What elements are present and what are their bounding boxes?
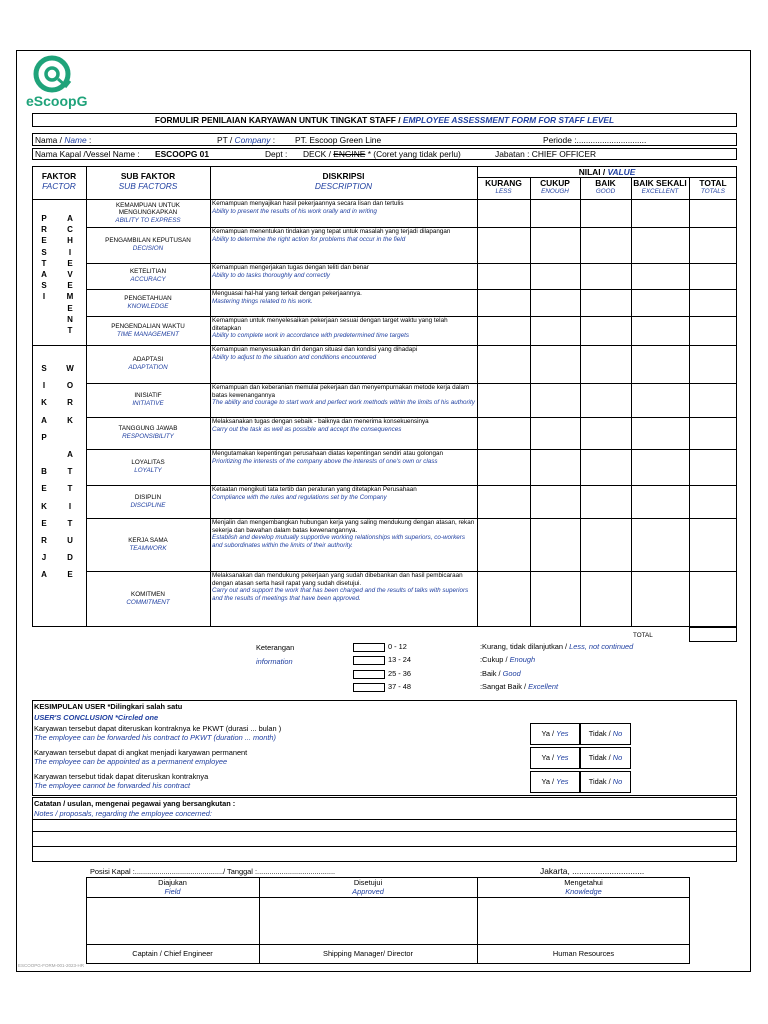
no-option[interactable]: Tidak / No xyxy=(580,747,631,769)
factor-sikap-bekerja: S I K A P B E K E R J A xyxy=(41,364,47,580)
conclusion-title-en: USER'S CONCLUSION *Circled one xyxy=(34,713,159,722)
grand-total-box xyxy=(689,627,737,642)
subfactor-label-en: TEAMWORK xyxy=(129,544,167,552)
score-cell[interactable] xyxy=(478,228,529,262)
subfactor-cell xyxy=(86,485,210,518)
subfactor-label-en: RESPONSIBILITY xyxy=(122,433,174,440)
period-field: Periode :.............................. xyxy=(543,135,647,145)
subfactor-label: PENGETAHUAN xyxy=(124,294,172,302)
yes-option[interactable]: Ya / Yes xyxy=(530,723,580,745)
description-cell xyxy=(212,228,475,243)
score-column-header: KURANG LESS xyxy=(485,178,522,195)
subfactor-label: DISIPLIN xyxy=(134,493,162,501)
score-column-header: BAIK GOOD xyxy=(595,178,616,195)
legend-range: 13 - 24 xyxy=(388,655,412,664)
subfactor-label-en: KNOWLEDGE xyxy=(127,302,169,310)
conclusion-option: Karyawan tersebut dapat diteruskan kontraknya ke PKWT (durasi ... bulan ) The employee can be forwarded his contract to PKWT (duration ... month) xyxy=(34,724,282,742)
conclusion-option: Karyawan tersebut tidak dapat diteruskan kontraknya The employee cannot be forwarded his contract xyxy=(34,772,209,790)
score-cell[interactable] xyxy=(690,200,736,226)
score-column-header: BAIK SEKALI EXCELLENT xyxy=(633,178,687,195)
score-cell[interactable] xyxy=(690,519,736,570)
subfactor-label-en: ACCURACY xyxy=(130,276,166,283)
legend-box xyxy=(353,683,385,692)
legend-box xyxy=(353,643,385,652)
score-cell[interactable] xyxy=(632,572,688,626)
subfactor-label: ADAPTASI xyxy=(132,356,164,364)
vessel-value: ESCOOPG 01 xyxy=(155,149,209,159)
score-cell[interactable] xyxy=(581,384,630,416)
score-cell[interactable] xyxy=(531,290,579,315)
subfactor-label-en: TIME MANAGEMENT xyxy=(117,330,179,338)
score-cell[interactable] xyxy=(632,264,688,288)
description-text-en: Ability to adjust to the situation and conditions encountered xyxy=(212,353,377,361)
description-cell xyxy=(212,450,475,465)
description-cell xyxy=(212,486,475,501)
factor-prestasi: P R E S T A S I xyxy=(41,214,47,302)
dept-value: DECK / ENGINE * (Coret yang tidak perlu) xyxy=(303,149,461,159)
score-cell[interactable] xyxy=(632,486,688,517)
description-cell xyxy=(212,264,475,279)
description-text-en: The ability and courage to start work and perfect work methods within the limits of his authority xyxy=(212,399,475,407)
score-cell[interactable] xyxy=(581,418,630,448)
score-cell[interactable] xyxy=(690,572,736,626)
description-text: Melaksanakan tugas dengan sebaik - baiknya dan menerima konsekuensinya xyxy=(212,418,429,425)
description-text-en: Ability to complete work in accordance with predetermined time targets xyxy=(212,332,410,340)
score-cell[interactable] xyxy=(690,317,736,344)
description-text-en: Carry out the task as well as possible and accept the consequences xyxy=(212,425,402,433)
score-cell[interactable] xyxy=(632,384,688,416)
description-text: Melaksanakan dan mendukung pekerjaan yang sudah dibebankan dan hasil pembicaraan dengan atasan serta hasil rapat yang sudah disetujui. xyxy=(212,572,463,587)
subfactor-label-en: INITIATIVE xyxy=(132,400,164,407)
dept-label: Dept : xyxy=(265,149,288,159)
description-text: Menjalin dan mengembangkan hubungan kerja yang saling mendukung dengan atasan, rekan sekerja dan bawahan dalam batas kewenangannya. xyxy=(212,519,475,534)
score-cell[interactable] xyxy=(632,200,688,226)
legend-range: 25 - 36 xyxy=(388,669,412,678)
subfactor-label: TANGGUNG JAWAB xyxy=(118,425,178,433)
score-cell[interactable] xyxy=(632,290,688,315)
signature-role: Captain / Chief Engineer xyxy=(132,949,213,958)
description-text: Mengutamakan kepentingan perusahaan diatas kepentingan sendiri atau golongan xyxy=(212,450,444,457)
description-text: Ketaatan mengikuti tata tertib dan peraturan yang ditetapkan Perusahaan xyxy=(212,486,417,493)
ship-position-date: Posisi Kapal :.........................................../ Tanggal :...................................... xyxy=(90,867,336,876)
subfactor-cell xyxy=(86,227,210,263)
yes-option[interactable]: Ya / Yes xyxy=(530,747,580,769)
description-text-en: Carry out and support the work that has been charged and the results of talks with superiors and the results of meetings that have been approved. xyxy=(212,587,469,602)
subfactor-label-en: COMMITMENT xyxy=(126,599,170,606)
score-cell[interactable] xyxy=(690,486,736,517)
signature-role: Shipping Manager/ Director xyxy=(323,949,413,958)
score-cell[interactable] xyxy=(531,317,579,344)
score-cell[interactable] xyxy=(581,290,630,315)
score-cell[interactable] xyxy=(690,418,736,448)
score-cell[interactable] xyxy=(531,228,579,262)
header-value: NILAI / VALUE xyxy=(578,167,636,177)
description-text: Kemampuan untuk menyelesaikan pekerjaan sesuai dengan target waktu yang telah ditetapkan xyxy=(212,317,448,332)
score-cell[interactable] xyxy=(478,418,529,448)
score-cell[interactable] xyxy=(690,264,736,288)
signature-area[interactable] xyxy=(478,898,689,943)
description-text: Menguasai hal-hal yang terkait dengan pekerjaannya. xyxy=(212,290,362,297)
score-cell[interactable] xyxy=(478,200,529,226)
description-cell xyxy=(212,418,475,433)
score-cell[interactable] xyxy=(478,486,529,517)
score-cell[interactable] xyxy=(478,290,529,315)
score-cell[interactable] xyxy=(478,572,529,626)
score-cell[interactable] xyxy=(690,450,736,484)
subfactor-label-en: ABILITY TO EXPRESS xyxy=(115,216,181,224)
score-cell[interactable] xyxy=(478,450,529,484)
subfactor-label-en: DECISION xyxy=(132,245,164,252)
description-cell xyxy=(212,572,475,602)
legend-label: Keterangan xyxy=(256,643,295,652)
signature-column-header: Disetujui Approved xyxy=(352,878,384,896)
legend-box xyxy=(353,656,385,665)
description-cell xyxy=(212,200,475,215)
score-cell[interactable] xyxy=(581,264,630,288)
score-cell[interactable] xyxy=(581,486,630,517)
name-label: Nama / Name : xyxy=(35,135,92,145)
score-cell[interactable] xyxy=(632,346,688,382)
logo-text: eScoopG xyxy=(26,93,88,109)
subfactor-label: LOYALITAS xyxy=(131,459,165,467)
legend-meaning: :Sangat Baik / Excellent xyxy=(480,682,559,691)
signature-column-header: Diajukan Field xyxy=(158,878,187,896)
position-field: Jabatan : CHIEF OFFICER xyxy=(495,149,596,159)
score-cell[interactable] xyxy=(478,346,529,382)
score-cell[interactable] xyxy=(531,572,579,626)
footer-code: ESCOOPG-FORM-001-2023-HR xyxy=(18,963,85,968)
factor-achievement: A C H I E V E M E N T xyxy=(66,214,74,335)
subfactor-label-en: LOYALTY xyxy=(134,467,162,474)
description-text-en: Mastering things related to his work. xyxy=(212,297,313,305)
score-cell[interactable] xyxy=(690,346,736,382)
form-title: FORMULIR PENILAIAN KARYAWAN UNTUK TINGKAT STAFF / EMPLOYEE ASSESSMENT FORM FOR STAFF LEVEL xyxy=(32,113,737,127)
subfactor-cell xyxy=(86,518,210,571)
subfactor-label: PENGENDALIAN WAKTU xyxy=(111,322,185,330)
signature-column-header: Mengetahui Knowledge xyxy=(564,878,603,896)
subfactor-cell xyxy=(86,345,210,383)
subfactor-label: PENGAMBILAN KEPUTUSAN xyxy=(105,237,191,245)
subfactor-cell xyxy=(86,289,210,316)
score-cell[interactable] xyxy=(690,290,736,315)
conclusion-title: KESIMPULAN USER *Dilingkari salah satu xyxy=(34,702,183,711)
no-option[interactable]: Tidak / No xyxy=(580,723,631,745)
subfactor-cell xyxy=(86,571,210,627)
legend-range: 0 - 12 xyxy=(388,642,407,651)
subfactor-cell xyxy=(86,316,210,345)
subfactor-label: KERJA SAMA xyxy=(128,536,168,544)
signature-area[interactable] xyxy=(87,898,258,943)
description-cell xyxy=(212,290,475,305)
subfactor-label: KETELITIAN xyxy=(129,268,167,276)
score-column-header: TOTAL TOTALS xyxy=(699,178,727,195)
score-cell[interactable] xyxy=(478,264,529,288)
description-text-en: Ability to present the results of his work orally and in writing xyxy=(212,207,377,215)
score-cell[interactable] xyxy=(531,384,579,416)
escoopg-logo-icon xyxy=(28,55,98,95)
subfactor-cell xyxy=(86,417,210,449)
header-subfactor: SUB FAKTOR SUB FACTORS xyxy=(118,171,178,191)
description-cell xyxy=(212,384,475,407)
yes-option[interactable]: Ya / Yes xyxy=(530,771,580,793)
score-cell[interactable] xyxy=(531,450,579,484)
legend-meaning: :Baik / Good xyxy=(480,669,521,678)
score-cell[interactable] xyxy=(632,228,688,262)
score-cell[interactable] xyxy=(690,228,736,262)
score-cell[interactable] xyxy=(581,317,630,344)
legend-meaning: :Cukup / Enough xyxy=(480,655,536,664)
description-text-en: Establish and develop mutually supportive working relationships with superiors, co-workers and subordinates within the limits of their authority. xyxy=(212,534,466,549)
score-column-header: CUKUP ENOUGH xyxy=(540,178,570,195)
score-cell[interactable] xyxy=(632,519,688,570)
score-cell[interactable] xyxy=(632,450,688,484)
legend-box xyxy=(353,670,385,679)
jakarta-date: Jakarta, ............................... xyxy=(540,866,645,876)
subfactor-label: INISIATIF xyxy=(134,392,162,400)
score-cell[interactable] xyxy=(531,486,579,517)
score-cell[interactable] xyxy=(690,384,736,416)
score-cell[interactable] xyxy=(581,572,630,626)
description-text-en: Ability to do tasks thoroughly and correctly xyxy=(212,271,330,279)
legend-label-en: information xyxy=(256,657,293,666)
subfactor-cell xyxy=(86,383,210,417)
signature-area[interactable] xyxy=(260,898,476,943)
score-cell[interactable] xyxy=(531,346,579,382)
subfactor-label-en: ADAPTATION xyxy=(128,364,168,371)
description-text-en: Ability to determine the right action for problems that occur in the field xyxy=(212,235,406,243)
score-cell[interactable] xyxy=(531,200,579,226)
legend-range: 37 - 48 xyxy=(388,682,412,691)
score-cell[interactable] xyxy=(531,519,579,570)
company-value: PT. Escoop Green Line xyxy=(295,135,382,145)
header-factor: FAKTOR FACTOR xyxy=(41,171,77,191)
description-text: Kemampuan menyajikan hasil pekerjaannya secara lisan dan tertulis xyxy=(212,200,404,207)
subfactor-cell xyxy=(86,263,210,289)
description-text: Kemampuan menentukan tindakan yang tepat untuk masalah yang terjadi dilapangan xyxy=(212,228,451,235)
signature-role: Human Resources xyxy=(552,949,615,958)
score-cell[interactable] xyxy=(581,200,630,226)
score-cell[interactable] xyxy=(478,519,529,570)
score-cell[interactable] xyxy=(478,317,529,344)
description-text: Kemampuan menyesuaikan diri dengan situasi dan kondisi yang dihadapi xyxy=(212,346,418,353)
score-cell[interactable] xyxy=(581,346,630,382)
description-cell xyxy=(212,519,475,549)
description-cell xyxy=(212,346,475,361)
no-option[interactable]: Tidak / No xyxy=(580,771,631,793)
description-text-en: Prioritizing the interests of the company above the interests of one's own or class xyxy=(212,457,438,465)
score-cell[interactable] xyxy=(581,450,630,484)
factor-work-attitude: W O R K A T T I T U D E xyxy=(66,364,74,580)
score-cell[interactable] xyxy=(632,317,688,344)
company-label: PT / Company : xyxy=(217,135,276,145)
score-cell[interactable] xyxy=(581,228,630,262)
vessel-label: Nama Kapal /Vessel Name : xyxy=(35,149,140,159)
score-cell[interactable] xyxy=(531,264,579,288)
grand-total-label: TOTAL xyxy=(633,632,653,639)
header-description: DISKRIPSI DESCRIPTION xyxy=(314,171,373,191)
description-text-en: Compliance with the rules and regulations set by the Company xyxy=(212,493,387,501)
score-cell[interactable] xyxy=(632,418,688,448)
subfactor-label-en: DISCIPLINE xyxy=(130,501,166,509)
description-text: Kemampuan dan keberanian memulai pekerjaan dan menyempurnakan metode kerja dalam batas kewenangannya xyxy=(212,384,470,399)
subfactor-cell xyxy=(86,449,210,485)
notes-title-en: Notes / proposals, regarding the employee concerned: xyxy=(34,809,212,818)
subfactor-cell xyxy=(86,199,210,227)
score-cell[interactable] xyxy=(531,418,579,448)
notes-title: Catatan / usulan, mengenai pegawai yang bersangkutan : xyxy=(34,799,236,808)
company-logo xyxy=(28,55,98,110)
conclusion-option: Karyawan tersebut dapat di angkat menjadi karyawan permanent The employee can be appointed as a permanent employee xyxy=(34,748,248,766)
legend-meaning: :Kurang, tidak dilanjutkan / Less, not continued xyxy=(480,642,634,651)
description-text: Kemampuan mengerjakan tugas dengan teliti dan benar xyxy=(212,264,369,271)
score-cell[interactable] xyxy=(581,519,630,570)
score-cell[interactable] xyxy=(478,384,529,416)
description-cell xyxy=(212,317,475,340)
subfactor-label: KOMITMEN xyxy=(131,591,165,599)
subfactor-label: KEMAMPUAN UNTUK MENGUNGKAPKAN xyxy=(115,201,181,217)
